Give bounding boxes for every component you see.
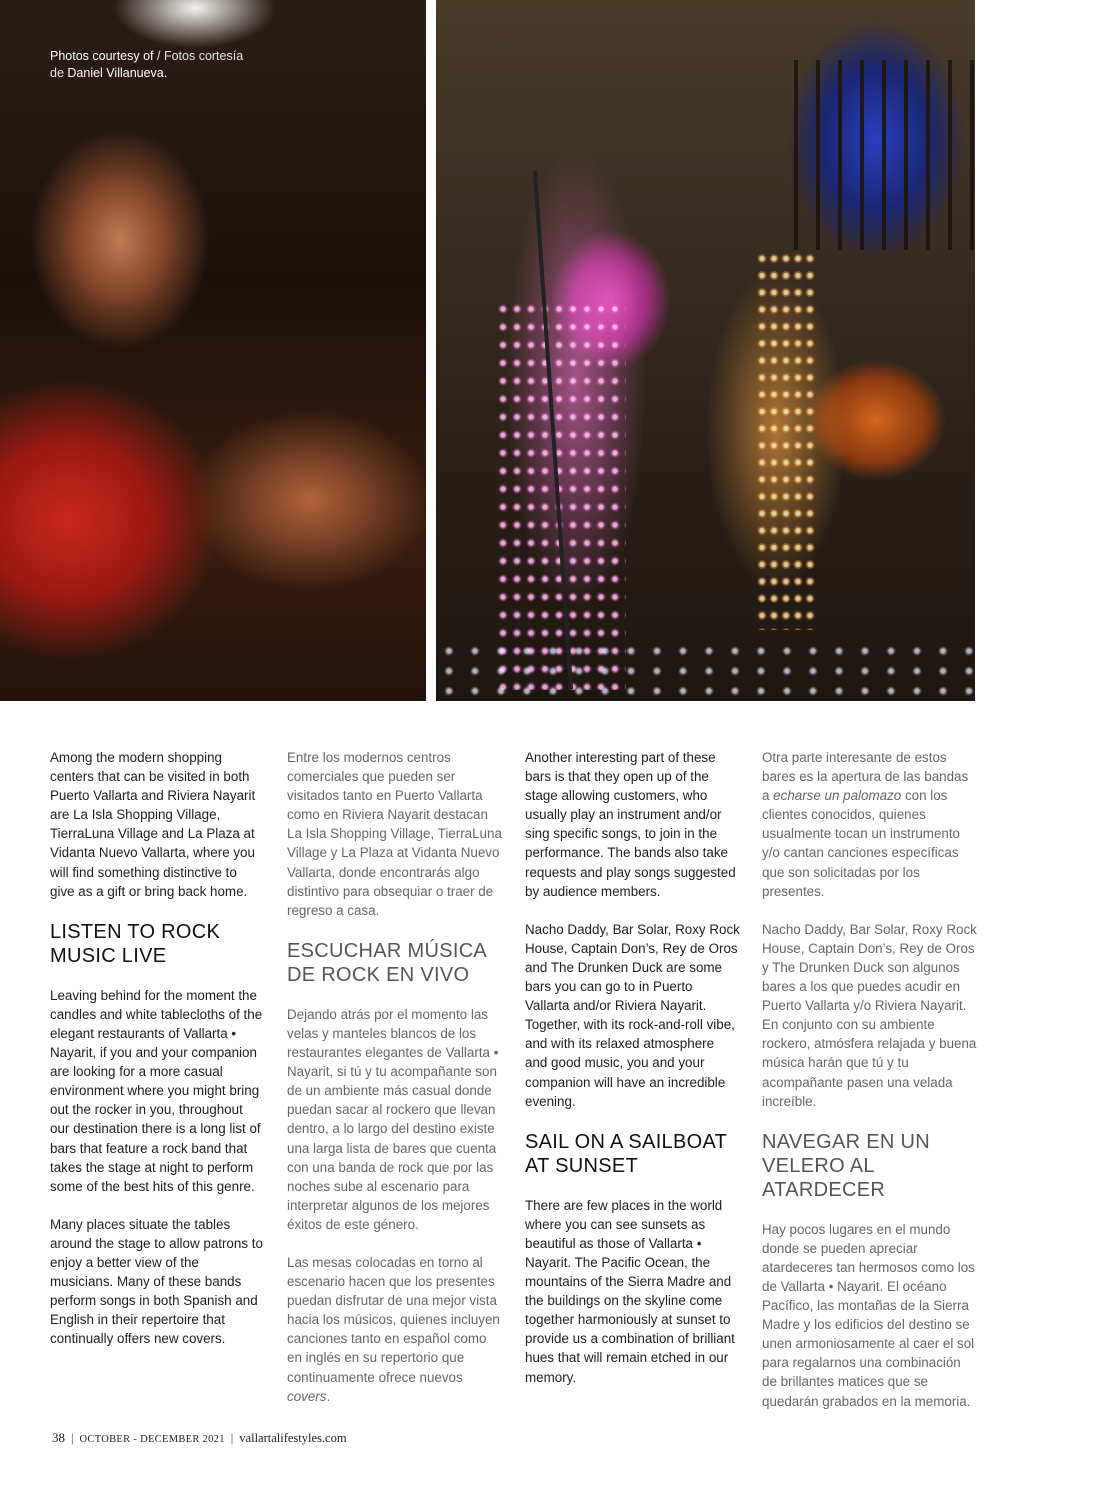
paragraph: There are few places in the world where you can see sunsets as beautiful as those of Vallarta • Nayarit. The Pacific Ocean, the mountains of the Sierra Madre and the buildings on the skyline come together harmoniously at sunset to provide us a combination of brilliant hues that will remain etched in our memory. <box>525 1197 735 1385</box>
photo-credit: Photos courtesy of / Fotos cortesía de Daniel Villanueva. <box>50 49 244 80</box>
photo-singing-man <box>0 0 426 701</box>
column-english-1 <box>50 748 265 1367</box>
paragraph: Another interesting part of these bars is that they open up of the stage allowing customers, who usually play an instrument and/or sing specific songs, to join in the performance. The bands also take requests and play songs suggested by audience members. <box>525 750 736 899</box>
photographer-name: Daniel Villanueva. <box>67 66 168 80</box>
paragraph: Many places situate the tables around the stage to allow patrons to enjoy a better view of the musicians. Many of these bands perform songs in both Spanish and English in their repertoire that continually offers new covers. <box>50 1216 263 1347</box>
string-lights-orange <box>756 250 816 630</box>
section-heading: NAVEGAR EN UN VELERO AL ATARDECER <box>762 1130 931 1201</box>
paragraph: Las mesas colocadas en torno al escenario hacen que los presentes puedan disfrutar de una mejor vista hacia los músicos, quienes incluyen canciones tanto en español como en inglés en su repertorio que continuamente ofrece nuevos covers. <box>287 1254 500 1404</box>
footer-separator: | <box>71 1431 74 1445</box>
stage-lights <box>436 641 975 701</box>
paragraph: Nacho Daddy, Bar Solar, Roxy Rock House, Captain Don’s, Rey de Oros y The Drunken Duck son algunos bares a los que puedes acudir en Puerto Vallarta y/o Riviera Nayarit. En conjunto con su ambiente rockero, atmósfera relajada y buena música harán que tú y tu acompañante pasen una velada increíble. <box>762 921 977 1109</box>
paragraph: Nacho Daddy, Bar Solar, Roxy Rock House, Captain Don’s, Rey de Oros and The Drunken Duck are some bars you can go to in Puerto Vallarta and/or Riviera Nayarit. Together, with its rock-and-roll vibe, and with its relaxed atmosphere and good music, you and your companion will have an incredible evening. <box>525 921 740 1109</box>
issue-date: OCTOBER - DECEMBER 2021 <box>79 1434 225 1445</box>
photo-band-performing <box>436 0 975 701</box>
footer-separator: | <box>230 1431 234 1445</box>
window-decoration <box>794 60 974 250</box>
section-heading: LISTEN TO ROCK MUSIC LIVE <box>50 920 221 967</box>
page-footer <box>52 1430 347 1446</box>
section-heading: ESCUCHAR MÚSICA DE ROCK EN VIVO <box>287 939 486 986</box>
column-english-2 <box>525 748 740 1406</box>
paragraph: Entre los modernos centros comerciales que pueden ser visitados tanto en Puerto Vallarta como en Riviera Nayarit destacan La Isla Shopping Village, TierraLuna Village y La Plaza at Vidanta Nuevo Vallarta, donde encontrarás algo distintivo para obsequiar o traer de regreso a casa. <box>287 750 502 918</box>
page-number: 38 <box>52 1430 65 1445</box>
paragraph: Hay pocos lugares en el mundo donde se pueden apreciar atardeceres tan hermosos como los de Vallarta • Nayarit. El océano Pacífico, las montañas de la Sierra Madre y los edificios del destino se unen armoniosamente al caer el sol para regalarnos una combinación de brillantes matices que se quedarán grabados en la memoria. <box>762 1221 975 1409</box>
paragraph: Dejando atrás por el momento las velas y manteles blancos de los restaurantes elegantes de Vallarta • Nayarit, si tú y tu acompañante son de un ambiente más casual donde puedan sacar al rockero que llevan dentro, a lo largo del destino existe una larga lista de bares que cuenta con una banda de rock que por las noches sube al escenario para interpretar algunos de los mejores éxitos de este género. <box>287 1006 499 1232</box>
column-spanish-1 <box>287 748 502 1425</box>
section-heading: SAIL ON A SAILBOAT AT SUNSET <box>525 1130 727 1177</box>
paragraph: Among the modern shopping centers that can be visited in both Puerto Vallarta and Riviera Nayarit are La Isla Shopping Village, TierraLuna Village and La Plaza at Vidanta Nuevo Vallarta, where you will find something distinctive to give as a gift or bring back home. <box>50 750 256 899</box>
paragraph: Leaving behind for the moment the candles and white tablecloths of the elegant restaurants of Vallarta • Nayarit, if you and your companion are looking for a more casual environment where you might bring out the rocker in you, throughout our destination there is a long list of bars that feature a rock band that takes the stage at night to perform some of the best hits of this genre. <box>50 987 263 1194</box>
website-link[interactable]: vallartalifestyles.com <box>239 1431 347 1445</box>
paragraph: Otra parte interesante de estos bares es la apertura de las bandas a echarse un palomazo con los clientes conocidos, quienes usualmente tocan un instrumento y/o cantan canciones específicas que son solicitadas por los presentes. <box>762 750 969 899</box>
string-lights <box>496 300 626 690</box>
column-spanish-2 <box>762 748 977 1430</box>
